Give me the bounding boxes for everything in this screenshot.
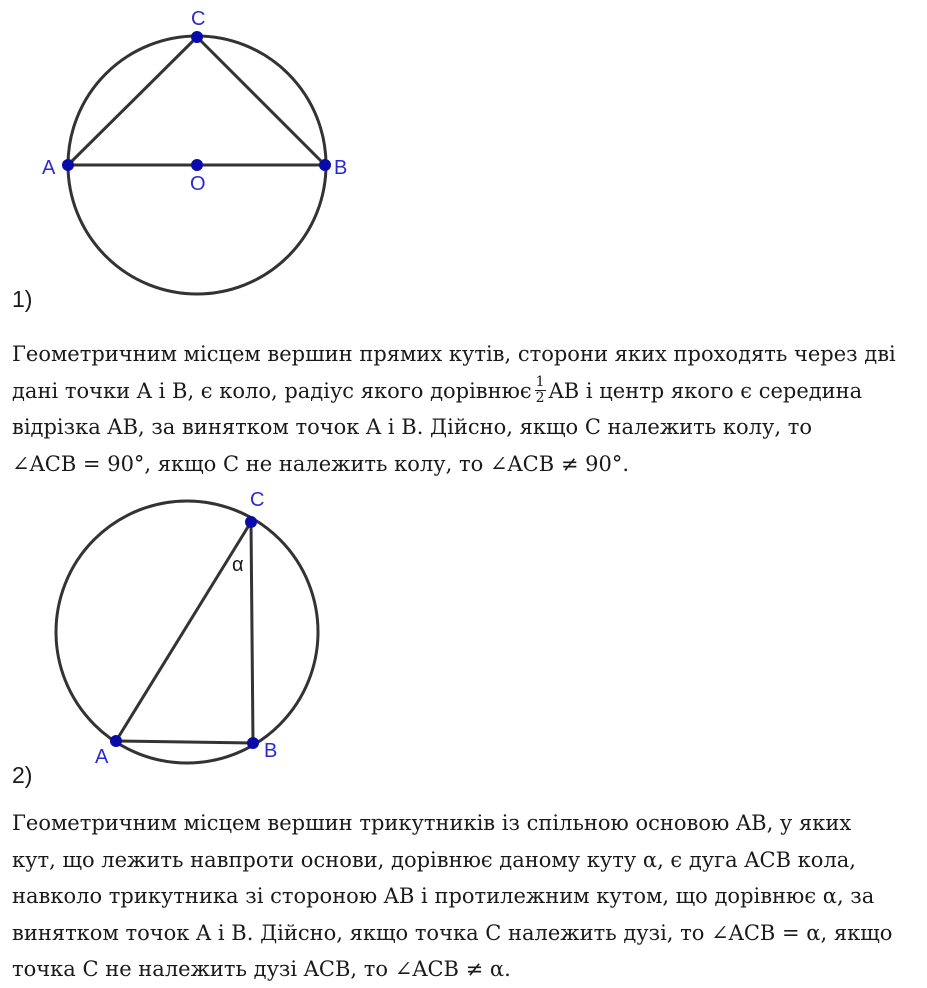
label-b-2: B — [264, 740, 278, 762]
segment-ac-1 — [68, 37, 197, 165]
paragraph-1-line-2-before: дані точки A і B, є коло, радіус якого дорівнює — [12, 378, 532, 403]
paragraph-1 — [12, 336, 917, 482]
fraction-one-half — [535, 375, 546, 406]
figure-2-diagram — [0, 480, 927, 780]
paragraph-1-line-2 — [12, 373, 917, 410]
paragraph-2-line-5: точка C не належить дузі ACB, то ∠ACB ≠ α. — [12, 957, 511, 981]
paragraph-1-line-1: Геометричним місцем вершин прямих кутів, сторони яких проходять через дві — [12, 342, 896, 366]
paragraph-2-line-4: винятком точок A і B. Дійсно, якщо точка C належить дузі, то ∠ACB = α, якщо — [12, 920, 893, 945]
point-o-1 — [191, 159, 203, 171]
fraction-denominator: 2 — [535, 389, 545, 406]
label-o-1: O — [190, 173, 206, 195]
paragraph-1-line-2-after: AB і центр якого є середина — [548, 378, 863, 403]
segment-cb-1 — [197, 37, 325, 165]
point-b-1 — [319, 159, 331, 171]
paragraph-2-line-1: Геометричним місцем вершин трикутників із спільною основою AB, у яких — [12, 811, 852, 835]
point-b-2 — [247, 737, 259, 749]
paragraph-2 — [12, 805, 917, 988]
paragraph-1-line-3: відрізка AB, за винятком точок A і B. Дійсно, якщо C належить колу, то — [12, 415, 812, 439]
segment-ac-2 — [116, 522, 251, 741]
paragraph-2-line-2: кут, що лежить навпроти основи, дорівнює даному куту α, є дуга ACB кола, — [12, 847, 856, 872]
label-c-1: C — [191, 8, 206, 30]
figure-1-diagram — [0, 0, 927, 300]
point-a-2 — [110, 735, 122, 747]
label-a-1: A — [42, 157, 56, 179]
figure-1-number: 1) — [12, 286, 33, 312]
label-c-2: C — [250, 489, 265, 511]
angle-alpha-label: α — [232, 554, 244, 576]
point-a-1 — [62, 159, 74, 171]
figure-2-number: 2) — [12, 762, 33, 788]
label-b-1: B — [334, 157, 348, 179]
segment-cb-2 — [251, 522, 253, 743]
fraction-numerator: 1 — [535, 373, 545, 390]
point-c-1 — [191, 31, 203, 43]
segment-ab-2 — [116, 741, 253, 743]
label-a-2: A — [95, 746, 109, 768]
point-c-2 — [245, 516, 257, 528]
paragraph-1-line-4: ∠ACB = 90°, якщо C не належить колу, то ∠ACB ≠ 90°. — [12, 451, 630, 476]
circle-2 — [56, 501, 318, 763]
paragraph-2-line-3: навколо трикутника зі стороною AB і протилежним кутом, що дорівнює α, за — [12, 884, 875, 908]
